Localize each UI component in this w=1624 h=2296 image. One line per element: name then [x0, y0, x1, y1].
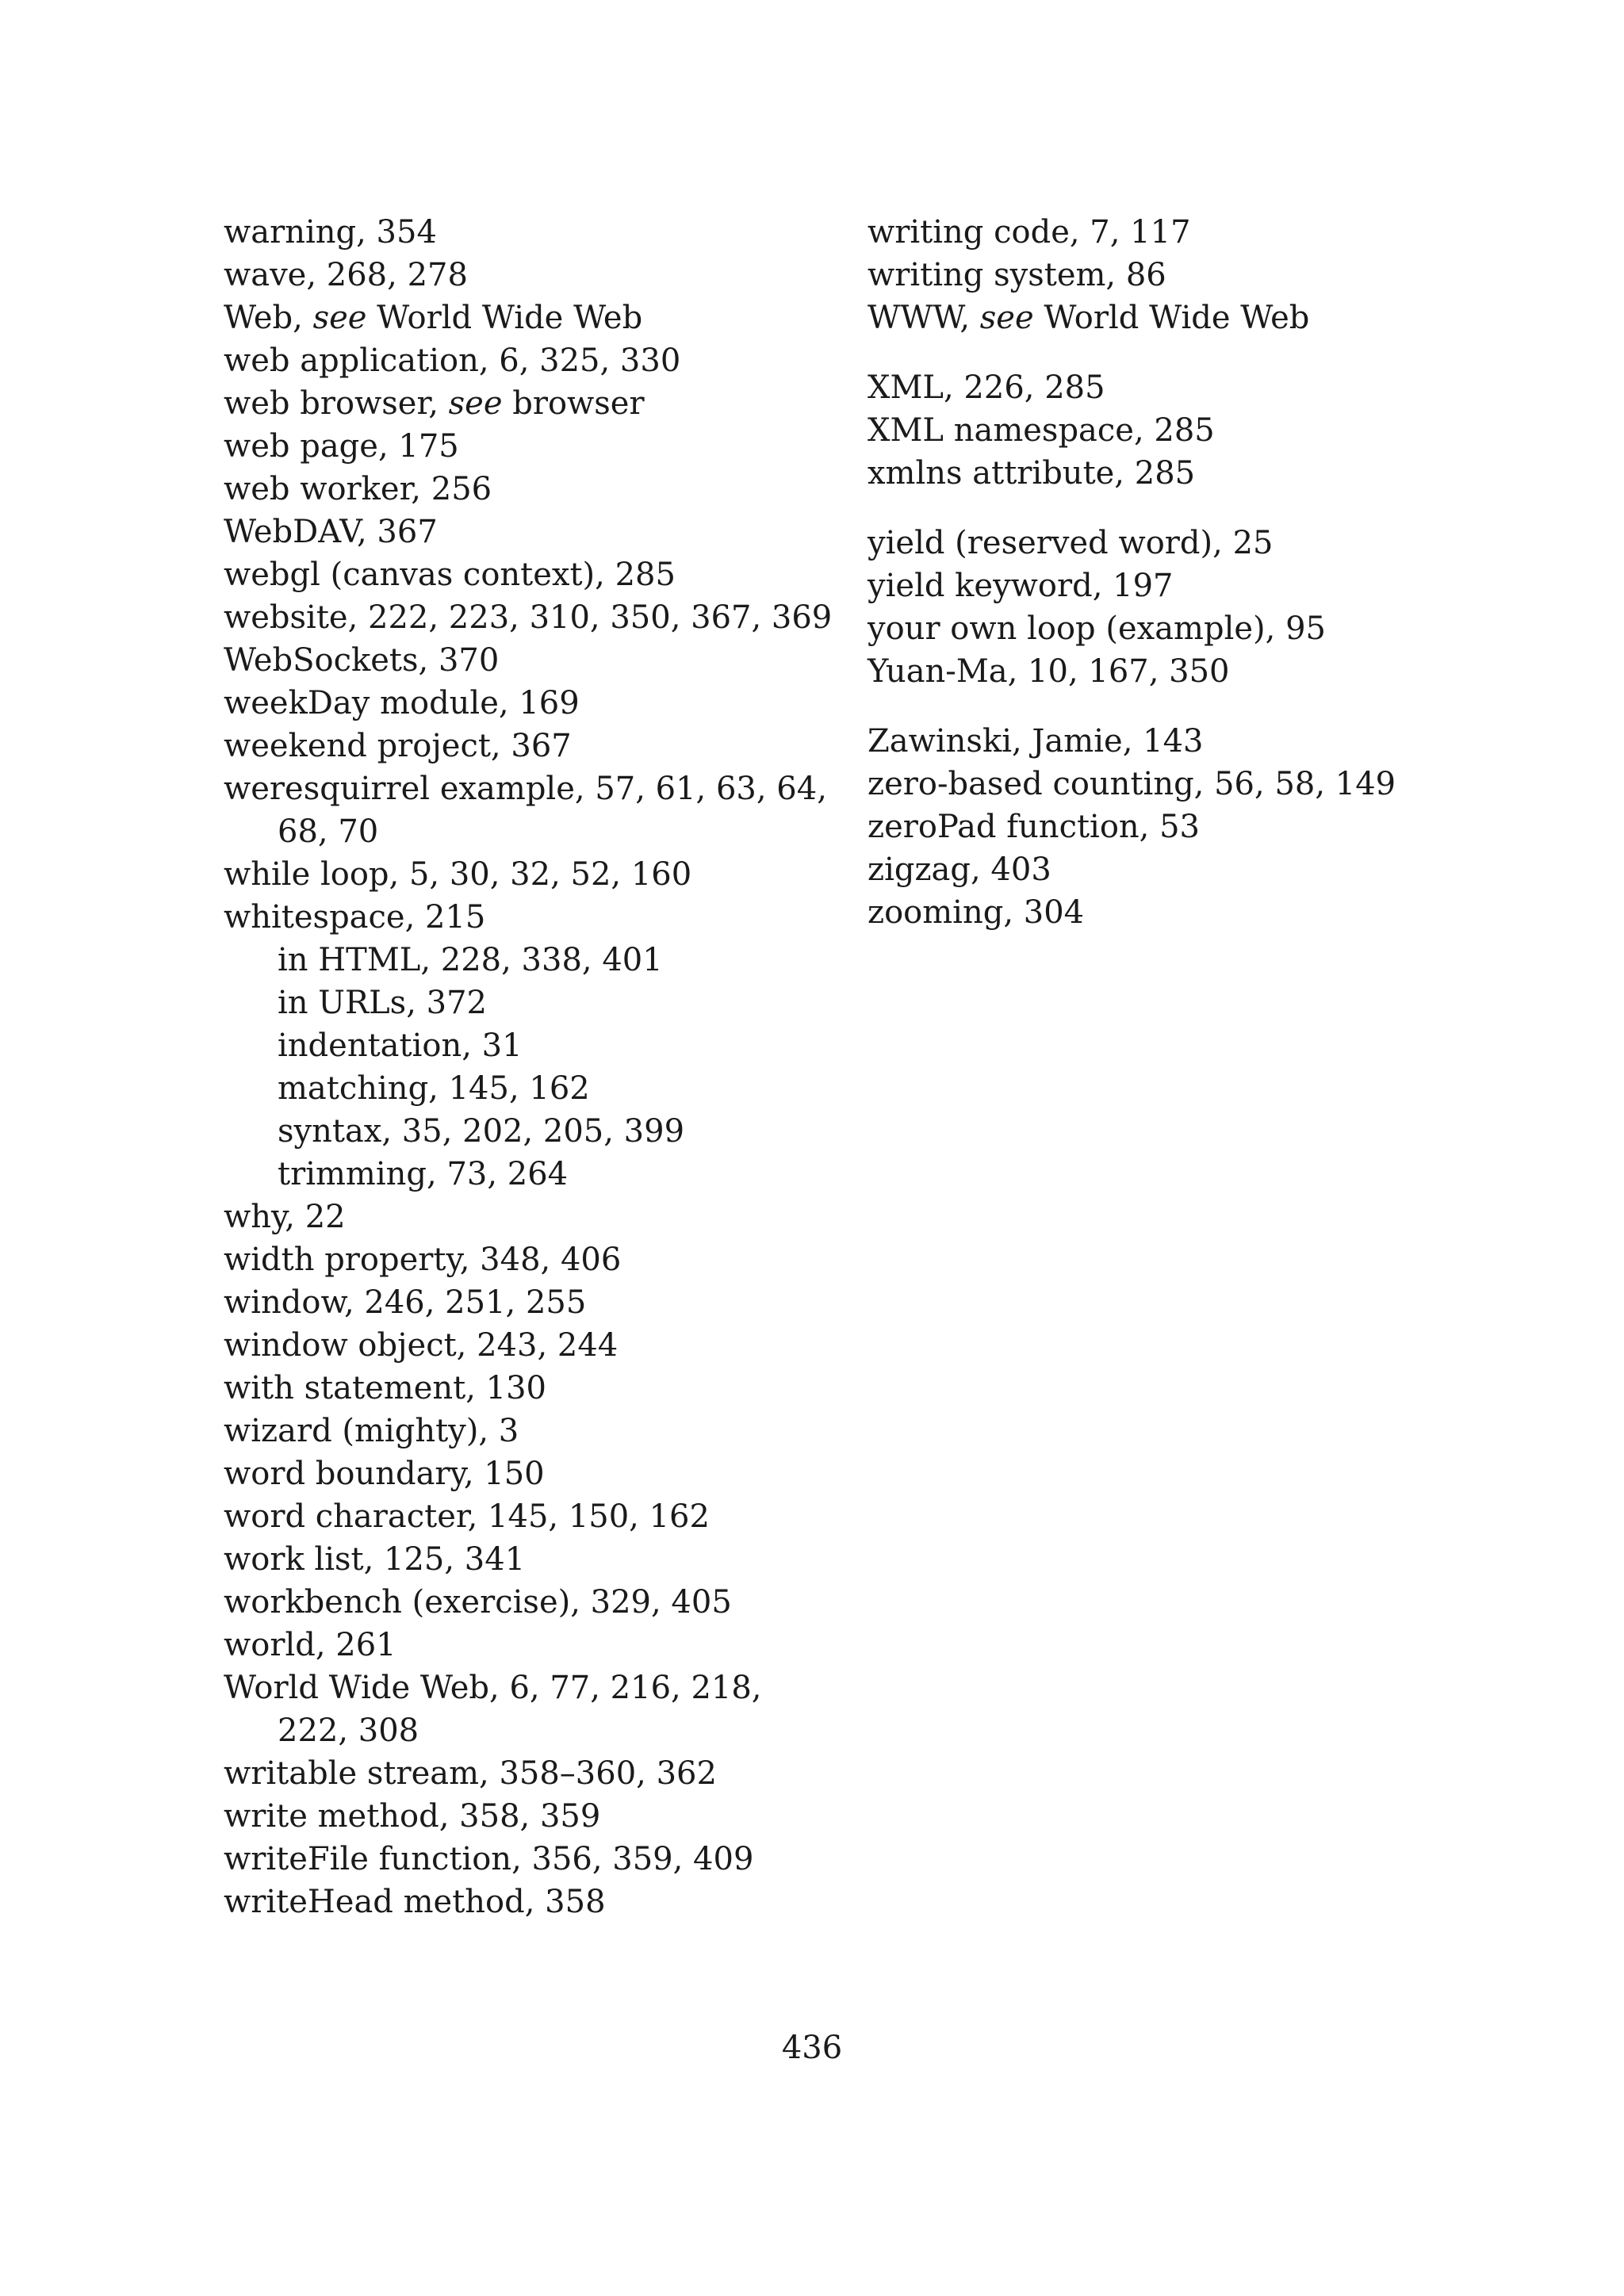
index-entry: [224, 1624, 795, 1667]
index-entry: [224, 1752, 795, 1795]
index-entry: [224, 382, 795, 425]
index-entry: [224, 1795, 795, 1838]
entry-text: writeHead method, 358: [224, 1884, 606, 1920]
index-entry: [224, 254, 795, 297]
entry-text: zigzag, 403: [868, 851, 1051, 888]
entry-text: XML namespace, 285: [868, 412, 1215, 449]
index-entry: [868, 409, 1438, 452]
entry-text: writeFile function, 356, 359, 409: [224, 1841, 754, 1877]
index-entry: [868, 650, 1438, 693]
entry-text: your own loop (example), 95: [868, 610, 1326, 647]
index-entry: [868, 297, 1438, 339]
index-entry: [224, 511, 795, 553]
entry-text: word character, 145, 150, 162: [224, 1498, 710, 1535]
entry-text: writable stream, 358–360, 362: [224, 1755, 717, 1792]
index-entry: [868, 891, 1438, 934]
entry-text: in HTML, 228, 338, 401: [278, 942, 663, 978]
index-subentry: [224, 982, 795, 1024]
index-subentry: [224, 1067, 795, 1110]
entry-text: Yuan-Ma, 10, 167, 350: [868, 653, 1230, 690]
index-subentry: [224, 1110, 795, 1153]
index-entry: [224, 639, 795, 682]
entry-text: matching, 145, 162: [278, 1070, 590, 1107]
entry-text: with statement, 130: [224, 1370, 546, 1406]
index-entry: [868, 607, 1438, 650]
entry-text: window, 246, 251, 255: [224, 1284, 587, 1321]
entry-text: World Wide Web, 6, 77, 216, 218,: [224, 1670, 762, 1706]
see-reference: see: [448, 385, 503, 422]
entry-text: XML, 226, 285: [868, 369, 1105, 406]
index-entry: [224, 553, 795, 596]
index-entry: [224, 853, 795, 896]
index-entry: [868, 254, 1438, 297]
entry-text: weekDay module, 169: [224, 685, 580, 721]
index-entry: [224, 767, 827, 853]
entry-text: zero-based counting, 56, 58, 149: [868, 766, 1396, 802]
entry-text: Zawinski, Jamie, 143: [868, 723, 1204, 760]
entry-text: wave, 268, 278: [224, 257, 468, 293]
index-entry: [868, 452, 1438, 495]
entry-text: xmlns attribute, 285: [868, 455, 1196, 492]
index-entry: [224, 682, 795, 725]
index-entry: [224, 1196, 795, 1238]
entry-text: whitespace, 215: [224, 899, 486, 936]
index-entry: [224, 896, 795, 939]
index-subentry: [224, 1024, 795, 1067]
entry-text: webgl (canvas context), 285: [224, 557, 676, 593]
index-entry: [224, 1410, 795, 1452]
entry-term: WWW,: [868, 300, 980, 336]
index-entry: [224, 339, 795, 382]
entry-text: workbench (exercise), 329, 405: [224, 1584, 732, 1621]
entry-text: wizard (mighty), 3: [224, 1413, 519, 1449]
entry-text: writing system, 86: [868, 257, 1166, 293]
index-entry: [224, 1367, 795, 1410]
index-entry: [868, 366, 1438, 409]
index-entry: [224, 1838, 795, 1881]
entry-text: world, 261: [224, 1627, 396, 1663]
entry-text: WebDAV, 367: [224, 514, 438, 550]
index-entry: [224, 1281, 795, 1324]
entry-text: indentation, 31: [278, 1027, 523, 1064]
entry-text: window object, 243, 244: [224, 1327, 619, 1364]
entry-text: yield keyword, 197: [868, 568, 1174, 604]
index-entry: [224, 297, 795, 339]
index-entry: [868, 211, 1438, 254]
see-reference: see: [312, 300, 367, 336]
entry-text: width property, 348, 406: [224, 1242, 622, 1278]
index-entry: [224, 425, 795, 468]
see-target: World Wide Web: [1033, 300, 1310, 336]
entry-text: why, 22: [224, 1199, 346, 1235]
index-entry: [224, 1238, 795, 1281]
entry-text: trimming, 73, 264: [278, 1156, 569, 1192]
index-entry: [224, 1452, 795, 1495]
entry-text: web worker, 256: [224, 471, 492, 507]
index-entry: [224, 1538, 795, 1581]
entry-text: web application, 6, 325, 330: [224, 342, 681, 379]
index-entry: [224, 1667, 795, 1752]
entry-text: word boundary, 150: [224, 1456, 545, 1492]
see-reference: see: [979, 300, 1034, 336]
entry-text: zooming, 304: [868, 894, 1085, 931]
entry-text: work list, 125, 341: [224, 1541, 526, 1578]
index-entry: [224, 1495, 795, 1538]
index-entry: [868, 806, 1438, 848]
index-entry: [224, 1581, 795, 1624]
entry-continuation: 222, 308: [278, 1712, 419, 1749]
entry-text: while loop, 5, 30, 32, 52, 160: [224, 856, 692, 893]
entry-term: Web,: [224, 300, 313, 336]
see-target: World Wide Web: [366, 300, 643, 336]
index-entry: [224, 211, 795, 254]
entry-term: web browser,: [224, 385, 449, 422]
index-subentry: [224, 1153, 795, 1196]
entry-text: syntax, 35, 202, 205, 399: [278, 1113, 685, 1150]
entry-text: web page, 175: [224, 428, 459, 465]
index-column-left: [224, 211, 833, 1923]
entry-text: zeroPad function, 53: [868, 809, 1201, 845]
entry-text: write method, 358, 359: [224, 1798, 601, 1835]
entry-text: weekend project, 367: [224, 728, 572, 764]
entry-continuation: 68, 70: [278, 813, 379, 850]
index-entry: [868, 763, 1438, 806]
index-entry: [224, 468, 795, 511]
index-entry: [224, 725, 795, 767]
index-column-right: [868, 211, 1438, 934]
see-target: browser: [502, 385, 645, 422]
index-entry: [224, 596, 833, 639]
index-entry: [868, 522, 1438, 564]
index-entry: [224, 1881, 795, 1923]
entry-text: WebSockets, 370: [224, 642, 500, 679]
entry-text: writing code, 7, 117: [868, 214, 1191, 251]
index-entry: [868, 564, 1438, 607]
entry-text: website, 222, 223, 310, 350, 367, 369: [224, 599, 833, 636]
index-subentry: [224, 939, 795, 982]
page-number: 436: [781, 2030, 843, 2066]
index-entry: [868, 720, 1438, 763]
entry-text: weresquirrel example, 57, 61, 63, 64,: [224, 771, 827, 807]
index-entry: [224, 1324, 795, 1367]
index-entry: [868, 848, 1438, 891]
entry-text: in URLs, 372: [278, 985, 487, 1021]
entry-text: warning, 354: [224, 214, 437, 251]
entry-text: yield (reserved word), 25: [868, 525, 1274, 561]
